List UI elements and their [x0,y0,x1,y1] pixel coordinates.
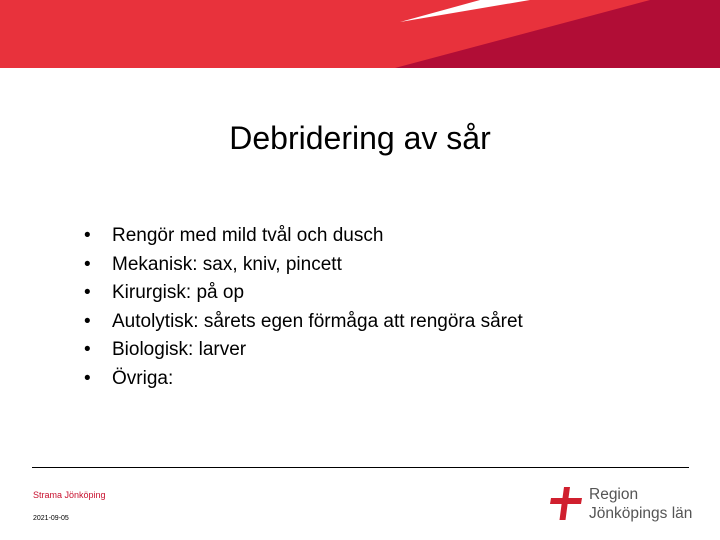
footer-date: 2021-09-05 [33,515,69,522]
list-item: • Autolytisk: sårets egen förmåga att rengöra såret [84,308,523,337]
footer-divider [32,467,689,468]
header-banner [0,0,720,68]
bullet-icon: • [84,310,91,332]
logo-text: Region Jönköpings län [589,486,693,522]
region-logo [548,484,698,524]
footer-organization: Strama Jönköping [33,490,106,500]
list-item: • Rengör med mild tvål och dusch [84,222,523,251]
bullet-icon: • [84,367,91,389]
list-item: • Övriga: [84,365,523,394]
list-item: • Mekanisk: sax, kniv, pincett [84,251,523,280]
bullet-icon: • [84,282,91,304]
list-item: • Biologisk: larver [84,336,523,365]
bullet-list [84,222,523,394]
bullet-icon: • [84,339,91,361]
list-item: • Kirurgisk: på op [84,279,523,308]
cross-logo-icon [548,486,584,522]
bullet-icon: • [84,225,91,246]
slide-title: Debridering av sår [229,120,491,156]
bullet-icon: • [84,253,91,275]
